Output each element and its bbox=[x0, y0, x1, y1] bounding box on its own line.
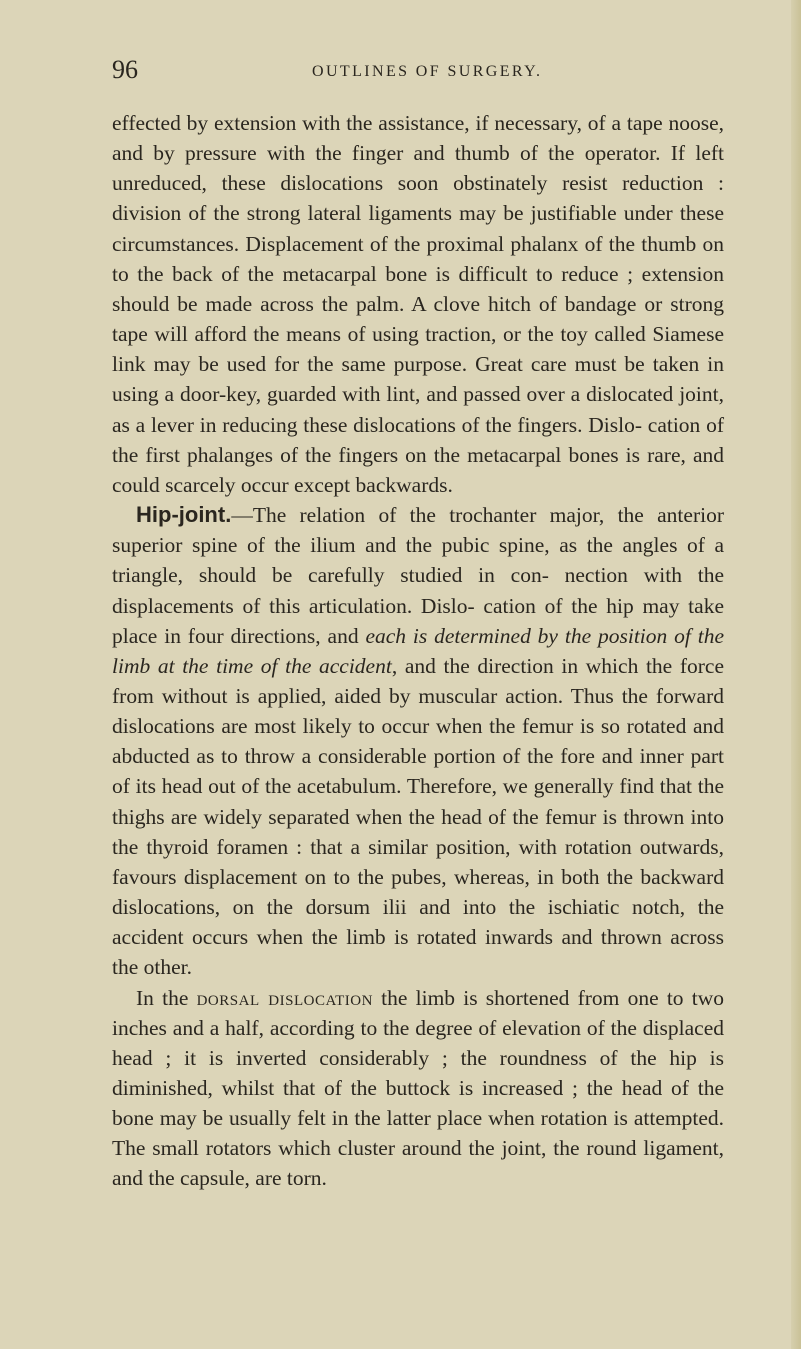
page-number: 96 bbox=[112, 55, 138, 84]
page-edge bbox=[791, 0, 801, 1349]
dorsal-dislocation-term: dorsal dislocation bbox=[196, 985, 373, 1010]
page-header bbox=[112, 52, 712, 92]
paragraph-fingers: effected by extension with the assistance, if necessary, of a tape noose, and by pressure with the finger and thumb of the operator. If left unreduced, these dislocations soon obstinately resist reduction : division of the strong lateral ligaments may be justifiable under these circumstances. Displacement of the proximal phalanx of the thumb on to the back of the metacarpal bone is difficult to reduce ; extension should be made across the palm. A clove hitch of bandage or strong tape will afford the means of using traction, or the toy called Siamese link may be used for the same purpose. Great care must be taken in using a door-key, guarded with lint, and passed over a dislocated joint, as a lever in reducing these dislocations of the fingers. Dislo- cation of the first phalanges of the fingers on the metacarpal bones is rare, and could scarcely occur except backwards. bbox=[112, 111, 724, 497]
dorsal-text: the limb is shortened from one to two inches and a half, according to the degree of elevation of the displaced head ; it is inverted considerably ; the roundness of the hip is diminished, whilst that of the buttock is increased ; the head of the bone may be usually felt in the latter place when rotation is attempted. The small rotators which cluster around the joint, the round ligament, and the capsule, are torn. bbox=[112, 985, 725, 1191]
hip-text-2: , and the direction in which the force from without is applied, aided by muscular action. Thus the forward dislocations are most likely to occur when the femur is so rotated and abducted as to throw a considerable portion of the fore and inner part of its head out of the acetabulum. Therefore, we generally find that the thighs are widely separated when the head of the femur is thrown into the thyroid foramen : that a similar position, with rotation outwards, favours displacement on to the pubes, whereas, in both the backward dislocations, on the dorsum ilii and into the ischiatic notch, the accident occurs when the limb is rotated inwards and thrown across the other. bbox=[112, 653, 724, 980]
body-text bbox=[112, 108, 724, 1194]
hip-text-1: —The relation of the trochanter major, the anterior superior spine of the ilium and the pubic spine, as the angles of a triangle, should be carefully studied in con- nection with the displacements of this articulation. Dislo- cation of the hip may take place in four directions, and bbox=[112, 503, 724, 648]
dorsal-lead-in: In the bbox=[136, 985, 197, 1010]
section-heading-hip-joint: Hip-joint. bbox=[136, 502, 232, 528]
hip-text-italic: each is determined by the position of the limb at the time of the accident bbox=[112, 623, 724, 678]
running-title: OUTLINES OF SURGERY. bbox=[312, 63, 543, 80]
paragraph-dorsal-dislocation bbox=[112, 983, 724, 1194]
paragraph-hip-joint bbox=[112, 500, 724, 983]
